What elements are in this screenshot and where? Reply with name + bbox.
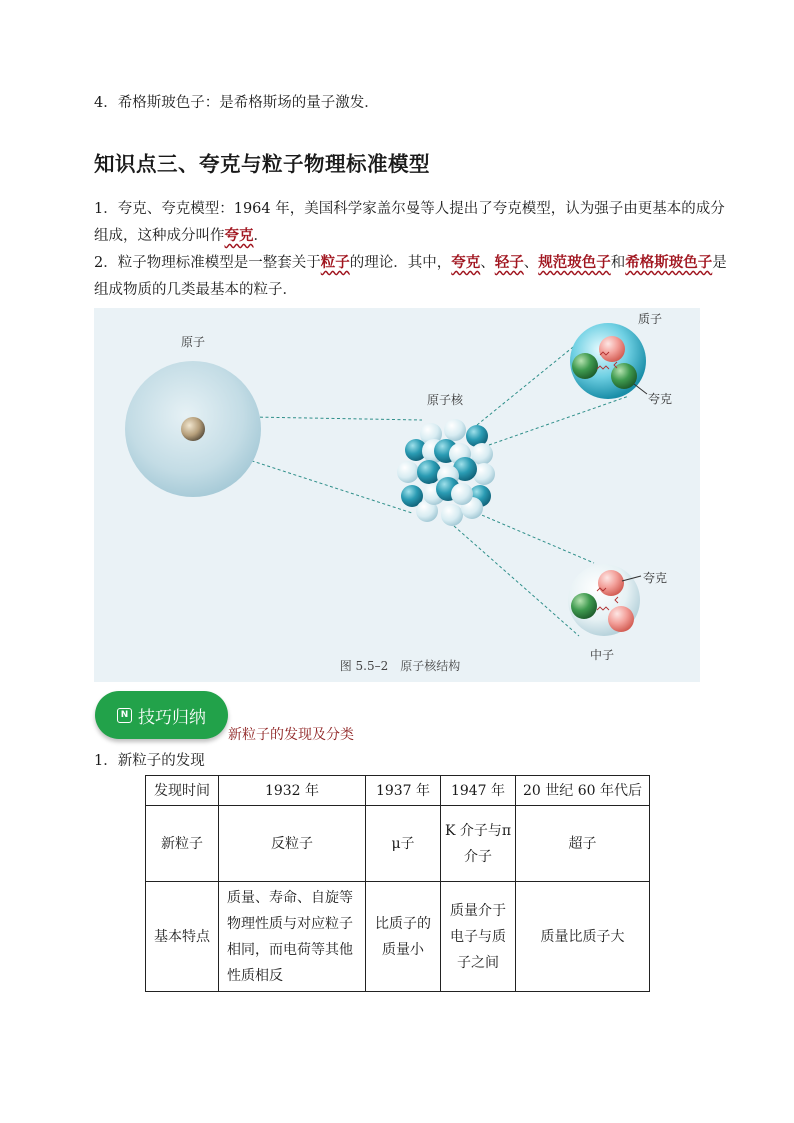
table-cell: 质量、寿命、自旋等物理性质与对应粒子相同，而电荷等其他性质相反 — [219, 882, 366, 992]
keyword-higgs-boson: 希格斯玻色子 — [625, 254, 713, 271]
proton-label: 质子 — [637, 312, 663, 326]
keyword-quark: 夸克 — [451, 254, 481, 271]
keyword-gauge-boson: 规范玻色子 — [538, 254, 611, 271]
table-cell: 比质子的质量小 — [366, 882, 441, 992]
table-cell: 质量介于电子与质子之间 — [441, 882, 516, 992]
paragraph-2-line-2: 组成物质的几类最基本的粒子． — [94, 282, 297, 298]
figure-caption: 图 5.5–2 原子核结构 — [339, 659, 461, 673]
paragraph-1-line-2 — [94, 226, 268, 246]
section-heading: 知识点三、夸克与粒子物理标准模型 — [94, 152, 430, 176]
nucleus-structure-figure — [94, 308, 700, 682]
quark-label-neutron: 夸克 — [643, 571, 668, 585]
text: 、 — [523, 255, 539, 271]
text: 组成，这种成分叫作 — [94, 228, 225, 244]
table-cell: 反粒子 — [219, 806, 366, 882]
table-cell: 20 世纪 60 年代后 — [516, 776, 650, 806]
nucleus-label: 原子核 — [426, 393, 464, 407]
badge-label: 技巧归纳 — [138, 707, 206, 728]
table-row — [146, 806, 650, 882]
table-cell: K 介子与π介子 — [441, 806, 516, 882]
table-cell: 发现时间 — [146, 776, 219, 806]
list-item-4: 4．希格斯玻色子：是希格斯场的量子激发． — [94, 95, 379, 111]
atom — [125, 361, 261, 497]
particle-discovery-table — [145, 775, 650, 992]
table-cell: 质量比质子大 — [516, 882, 650, 992]
table-cell: 基本特点 — [146, 882, 219, 992]
table-cell: 1932 年 — [219, 776, 366, 806]
keyword-quark: 夸克 — [224, 227, 254, 244]
notebook-icon: N — [117, 708, 132, 723]
list-item-new-particles: 1．新粒子的发现 — [94, 753, 205, 769]
text: 的理论．其中， — [349, 255, 452, 271]
table-cell: 1947 年 — [441, 776, 516, 806]
tips-summary-badge — [95, 691, 228, 739]
table-cell: 超子 — [516, 806, 650, 882]
text: 和 — [610, 255, 626, 271]
text: ． — [253, 228, 268, 244]
keyword-lepton: 轻子 — [494, 254, 524, 271]
section-subtitle: 新粒子的发现及分类 — [228, 727, 354, 743]
neutron-label: 中子 — [589, 648, 615, 662]
paragraph-2-line-1 — [94, 253, 727, 273]
text: 、 — [480, 255, 495, 271]
paragraph-1-line-1: 1．夸克、夸克模型：1964 年，美国科学家盖尔曼等人提出了夸克模型，认为强子由更基本的成分 — [94, 201, 725, 217]
text: 是 — [712, 255, 727, 271]
table-header-row — [146, 776, 650, 806]
atom-label: 原子 — [180, 335, 206, 349]
text: 2．粒子物理标准模型是一整套关于 — [94, 255, 321, 271]
quark-label-proton: 夸克 — [648, 392, 673, 406]
table-row — [146, 882, 650, 992]
table-cell: 1937 年 — [366, 776, 441, 806]
table-cell: μ子 — [366, 806, 441, 882]
table-cell: 新粒子 — [146, 806, 219, 882]
keyword-particle: 粒子 — [320, 254, 350, 271]
